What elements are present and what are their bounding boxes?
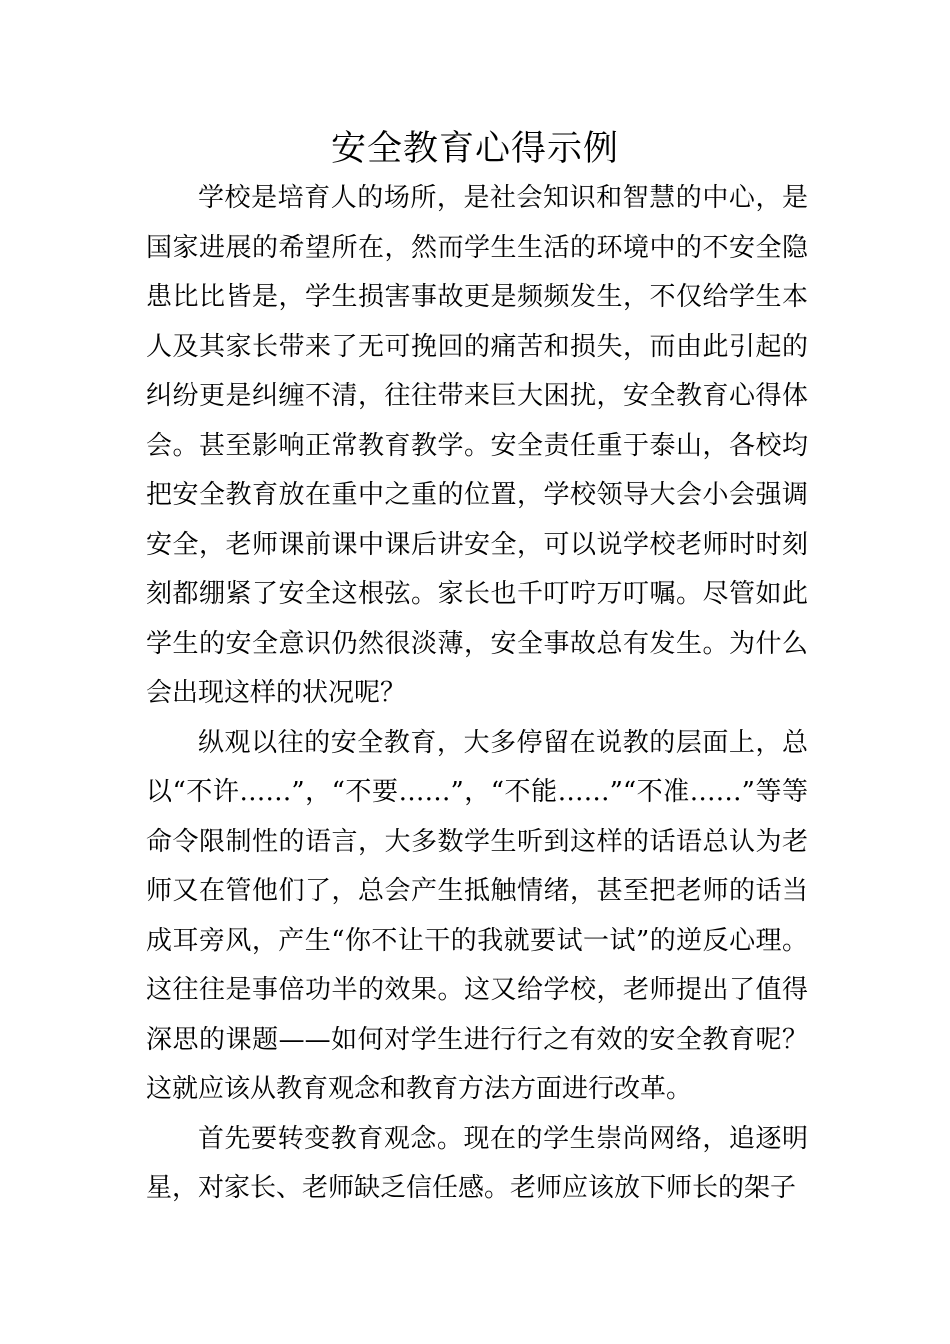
paragraph-2: 纵观以往的安全教育，大多停留在说教的层面上，总以“不许……”，“不要……”，“不能……”“不准……”等等命令限制性的语言，大多数学生听到这样的话语总认为老师又在管他们了，总会产生抵触情绪，甚至把老师的话当成耳旁风，产生“你不让干的我就要试一试”的逆反心理。这往往是事倍功半的效果。这又给学校，老师提出了值得深思的课题——如何对学生进行行之有效的安全教育呢？这就应该从教育观念和教育方法方面进行改革。 bbox=[146, 727, 808, 1104]
document-title: 安全教育心得示例 bbox=[330, 129, 619, 169]
paragraph-1: 学校是培育人的场所，是社会知识和智慧的中心，是国家进展的希望所在，然而学生生活的环境中的不安全隐患比比皆是，学生损害事故更是频频发生，不仅给学生本人及其家长带来了无可挽回的痛苦和损失，而由此引起的纠纷更是纠缠不清，往往带来巨大困扰，安全教育心得体会。甚至影响正常教育教学。安全责任重于泰山，各校均把安全教育放在重中之重的位置，学校领导大会小会强调安全，老师课前课中课后讲安全，可以说学校老师时时刻刻都绷紧了安全这根弦。家长也千叮咛万叮嘱。尽管如此学生的安全意识仍然很淡薄，安全事故总有发生。为什么会出现这样的状况呢？ bbox=[146, 183, 808, 708]
paragraph-3: 首先要转变教育观念。现在的学生崇尚网络，追逐明星，对家长、老师缺乏信任感。老师应该放下师长的架子 bbox=[146, 1123, 808, 1203]
document-body bbox=[146, 174, 808, 1214]
